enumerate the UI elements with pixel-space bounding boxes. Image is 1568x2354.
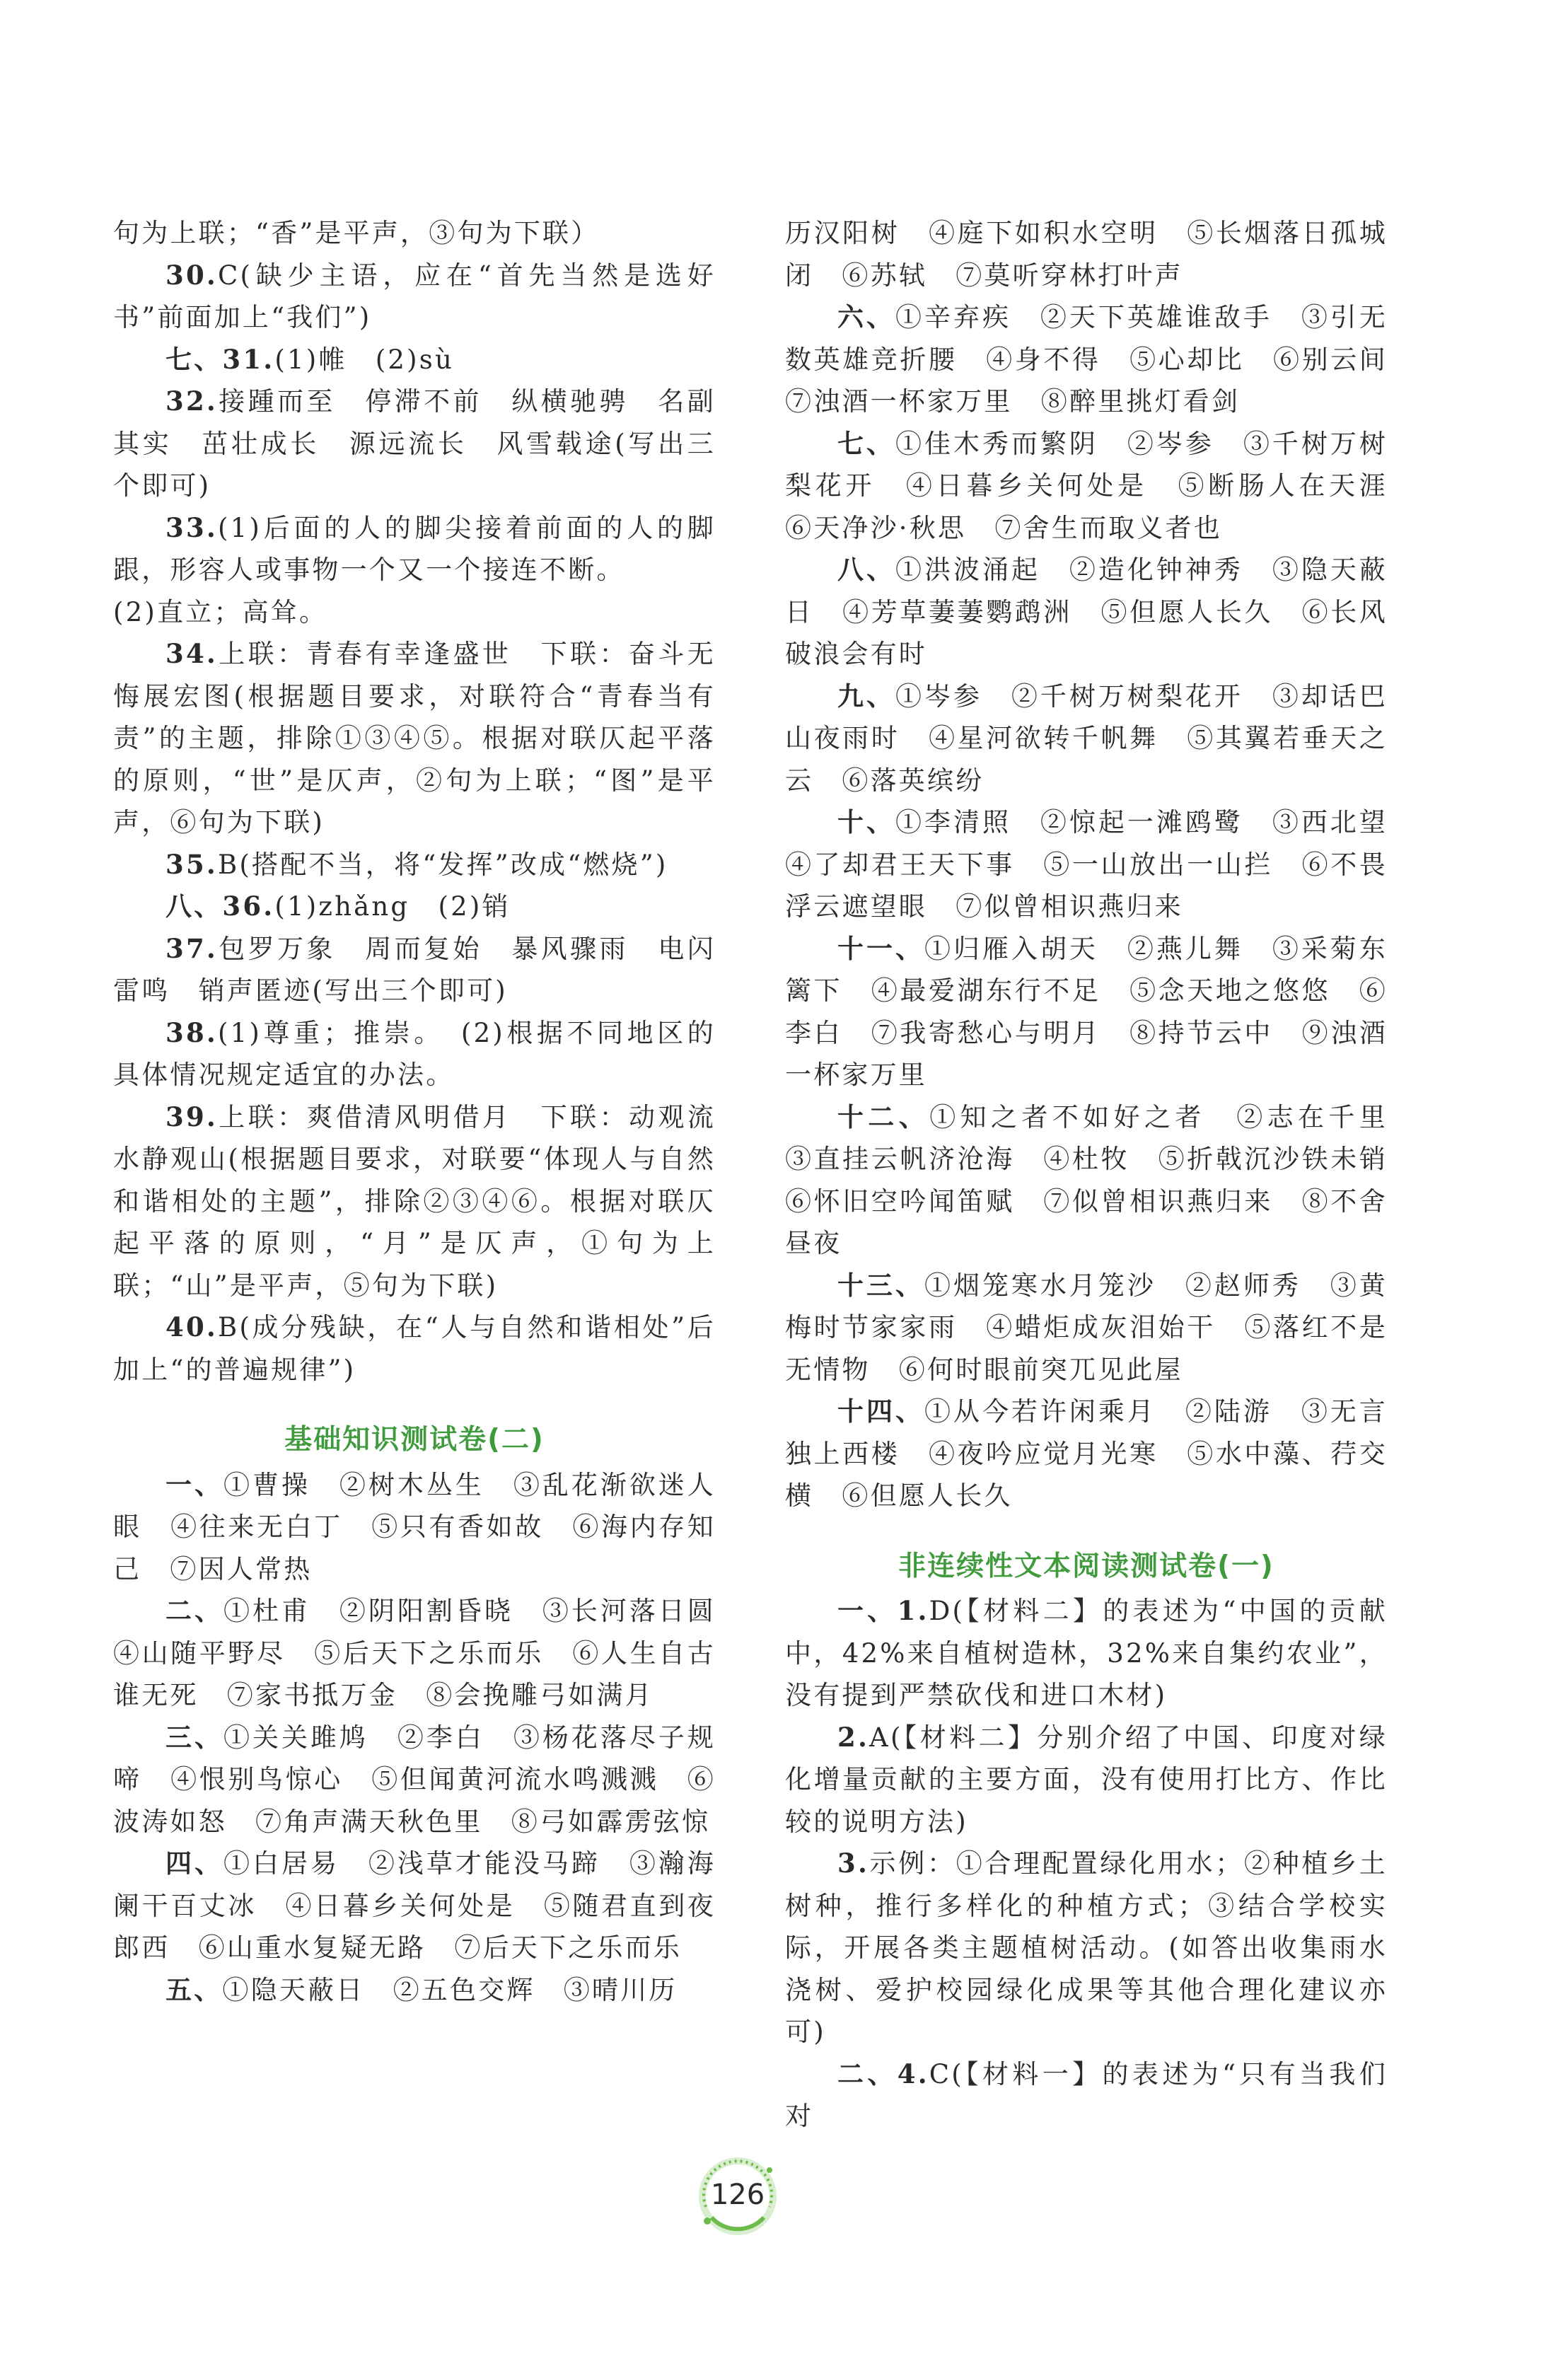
answer-text: 示例：①合理配置绿化用水；②种植乡土树种，推行多样化的种植方式；③结合学校实际，开展各类主题植树活动。(如答出收集雨水浇树、爱护校园绿化成果等其他合理化建议亦可) [785, 1848, 1388, 2047]
answer-paragraph [113, 591, 716, 634]
answer-text: ①李清照 ②惊起一滩鸥鹭 ③西北望 ④了却君王天下事 ⑤一山放出一山拦 ⑥不畏浮云遮望眼 ⑦似曾相识燕归来 [785, 807, 1417, 922]
section-label: 十四、 [837, 1396, 924, 1427]
answer-paragraph [785, 423, 1417, 550]
answer-text: ①白居易 ②浅草才能没马蹄 ③瀚海阑干百丈冰 ④日暮乡关何处是 ⑤随君直到夜郎西 ⑥山重水复疑无路 ⑦后天下之乐而乐 [113, 1848, 716, 1963]
question-number: 37. [165, 932, 218, 964]
answer-paragraph [785, 1265, 1388, 1391]
answer-text: (2)直立；高耸。 [113, 596, 328, 627]
answer-paragraph [785, 1717, 1388, 1843]
answer-paragraph [113, 1464, 716, 1591]
section-label: 七、 [837, 427, 895, 459]
answer-text: (1)zhǎng (2)销 [274, 891, 511, 922]
answer-paragraph [113, 1717, 716, 1843]
answer-text: (1)帷 (2)sù [274, 344, 455, 375]
section-label: 五、 [165, 1973, 223, 2005]
section-label: 二、 [837, 2058, 898, 2089]
answer-text: D(【材料二】的表述为“中国的贡献中，42%来自植树造林，32%来自集约农业”，没有提到严禁砍伐和进口木材) [785, 1596, 1388, 1710]
answer-paragraph [113, 507, 716, 591]
section-label: 九、 [837, 680, 895, 712]
question-number: 2. [837, 1721, 870, 1753]
answer-paragraph [785, 1590, 1388, 1717]
answer-paragraph [113, 212, 716, 255]
answer-text: 历汉阳树 ④庭下如积水空明 ⑤长烟落日孤城闭 ⑥苏轼 ⑦莫听穿林打叶声 [785, 218, 1388, 291]
section-label: 三、 [165, 1721, 223, 1753]
answer-paragraph [113, 633, 716, 844]
question-number: 33. [165, 511, 218, 543]
question-number: 35. [165, 848, 218, 880]
question-number: 32. [165, 385, 218, 417]
answer-text: ①佳木秀而繁阴 ②岑参 ③千树万树梨花开 ④日暮乡关何处是 ⑤断肠人在天涯 ⑥天净沙·秋思 ⑦舍生而取义者也 [785, 428, 1417, 543]
question-number: 40. [165, 1311, 218, 1343]
answer-paragraph [785, 1843, 1388, 2053]
page-number: 126 [710, 2179, 765, 2211]
answer-paragraph [785, 676, 1388, 802]
question-number: 39. [165, 1101, 218, 1132]
answer-text: A(【材料二】分别介绍了中国、印度对绿化增量贡献的主要方面，没有使用打比方、作比较的说明方法) [785, 1722, 1388, 1837]
answer-text: 上联：青春有幸逢盛世 下联：奋斗无悔展宏图(根据题目要求，对联符合“青春当有责”的主题，排除①③④⑤。根据对联仄起平落的原则，“世”是仄声，②句为上联；“图”是平声，⑥句为下联) [113, 639, 716, 837]
answer-text: C(缺少主语，应在“首先当然是选好书”前面加上“我们”) [113, 260, 716, 332]
answer-paragraph [113, 1096, 716, 1307]
answer-text: C(【材料一】的表述为“只有当我们对 [785, 2058, 1388, 2131]
answer-text: ①辛弃疾 ②天下英雄谁敌手 ③引无数英雄竞折腰 ④身不得 ⑤心却比 ⑥别云间 ⑦浊酒一杯家万里 ⑧醉里挑灯看剑 [785, 302, 1417, 417]
section-label: 八、 [837, 554, 895, 585]
section-label: 十一、 [837, 932, 924, 964]
section-label: 二、 [165, 1595, 223, 1626]
answer-paragraph [113, 886, 716, 928]
answer-paragraph [113, 339, 716, 381]
answer-paragraph [785, 212, 1388, 296]
section-label: 十、 [837, 806, 895, 837]
answer-text: ①烟笼寒水月笼沙 ②赵师秀 ③黄梅时节家家雨 ④蜡炬成灰泪始干 ⑤落红不是无情物 ⑥何时眼前突兀见此屋 [785, 1270, 1388, 1385]
answer-text: 接踵而至 停滞不前 纵横驰骋 名副其实 茁壮成长 源远流长 风雪载途(写出三个即可) [113, 386, 716, 501]
section-label: 十三、 [837, 1269, 924, 1301]
answer-text: B(搭配不当，将“发挥”改成“燃烧”) [217, 849, 668, 880]
answer-paragraph [785, 2053, 1388, 2138]
answer-text: 包罗万象 周而复始 暴风骤雨 电闪雷鸣 销声匿迹(写出三个即可) [113, 933, 716, 1006]
right-column [785, 212, 1417, 2138]
page-number-badge [692, 2150, 784, 2242]
answer-text: ①洪波涌起 ②造化钟神秀 ③隐天蔽日 ④芳草萋萋鹦鹉洲 ⑤但愿人长久 ⑥长风破浪会有时 [785, 555, 1388, 669]
section-label: 七、 [165, 343, 223, 375]
answer-text: (1)后面的人的脚尖接着前面的人的脚跟，形容人或事物一个又一个接连不断。 [113, 512, 716, 585]
answer-paragraph [113, 928, 716, 1012]
answer-paragraph [785, 928, 1388, 1096]
answer-paragraph [113, 381, 716, 507]
section-label: 一、 [837, 1595, 898, 1626]
question-number: 38. [165, 1016, 218, 1048]
question-number: 31. [222, 343, 275, 375]
section-label: 四、 [165, 1848, 223, 1879]
question-number: 34. [165, 638, 218, 669]
answer-paragraph [113, 255, 716, 339]
question-number: 1. [897, 1595, 929, 1626]
question-number: 36. [222, 891, 275, 922]
answer-text: (1)尊重；推崇。 (2)根据不同地区的具体情况规定适宜的办法。 [113, 1017, 716, 1090]
answer-text: ①知之者不如好之者 ②志在千里 ③直挂云帆济沧海 ④杜牧 ⑤折戟沉沙铁未销 ⑥怀旧空吟闻笛赋 ⑦似曾相识燕归来 ⑧不舍昼夜 [785, 1101, 1417, 1258]
answer-text: ①从今若许闲乘月 ②陆游 ③无言独上西楼 ④夜吟应觉月光寒 ⑤水中藻、荇交横 ⑥但愿人长久 [785, 1396, 1388, 1511]
answer-paragraph [113, 1012, 716, 1096]
answer-text: ①归雁入胡天 ②燕儿舞 ③采菊东篱下 ④最爱湖东行不足 ⑤念天地之悠悠 ⑥李白 ⑦我寄愁心与明月 ⑧持节云中 ⑨浊酒一杯家万里 [785, 933, 1388, 1090]
question-number: 30. [165, 259, 218, 291]
answer-paragraph [785, 296, 1417, 423]
answer-text: 句为上联；“香”是平声，③句为下联） [113, 218, 600, 248]
answer-text: ①曹操 ②树木丛生 ③乱花渐欲迷人眼 ④往来无白丁 ⑤只有香如故 ⑥海内存知己 ⑦因人常热 [113, 1469, 716, 1584]
answer-paragraph [785, 1391, 1388, 1517]
answer-paragraph [113, 1843, 716, 1969]
question-number: 3. [837, 1848, 870, 1879]
answer-paragraph [785, 801, 1417, 928]
answer-text: ①杜甫 ②阴阳割昏晓 ③长河落日圆 ④山随平野尽 ⑤后天下之乐而乐 ⑥人生自古谁无死 ⑦家书抵万金 ⑧会挽雕弓如满月 [113, 1596, 745, 1710]
answer-paragraph [785, 1096, 1417, 1265]
answer-paragraph [113, 1306, 716, 1391]
answer-text: ①岑参 ②千树万树梨花开 ③却话巴山夜雨时 ④星河欲转千帆舞 ⑤其翼若垂天之云 ⑥落英缤纷 [785, 680, 1388, 796]
answer-text: ①关关雎鸠 ②李白 ③杨花落尽子规啼 ④恨别鸟惊心 ⑤但闻黄河流水鸣溅溅 ⑥波涛如怒 ⑦角声满天秋色里 ⑧弓如霹雳弦惊 [113, 1722, 716, 1837]
answer-paragraph [113, 844, 716, 886]
answer-paragraph [113, 1969, 716, 2012]
section-heading: 非连续性文本阅读测试卷(一) [898, 1550, 1274, 1582]
section-label: 十二、 [837, 1101, 930, 1132]
left-column [113, 212, 745, 2011]
answer-paragraph [113, 1590, 745, 1717]
answer-text: 上联：爽借清风明借月 下联：动观流水静观山(根据题目要求，对联要“体现人与自然和谐相处的主题”，排除②③④⑥。根据对联仄起平落的原则，“月”是仄声，①句为上联；“山”是平声，⑤句为下联) [113, 1101, 716, 1301]
answer-paragraph [785, 549, 1388, 676]
section-label: 一、 [165, 1468, 223, 1500]
answer-text: ①隐天蔽日 ②五色交辉 ③晴川历 [222, 1974, 678, 2005]
question-number: 4. [897, 2058, 929, 2089]
section-heading: 基础知识测试卷(二) [284, 1424, 545, 1456]
section-label: 六、 [837, 301, 895, 332]
section-label: 八、 [165, 891, 223, 922]
answer-text: B(成分残缺，在“人与自然和谐相处”后加上“的普遍规律”) [113, 1312, 716, 1385]
